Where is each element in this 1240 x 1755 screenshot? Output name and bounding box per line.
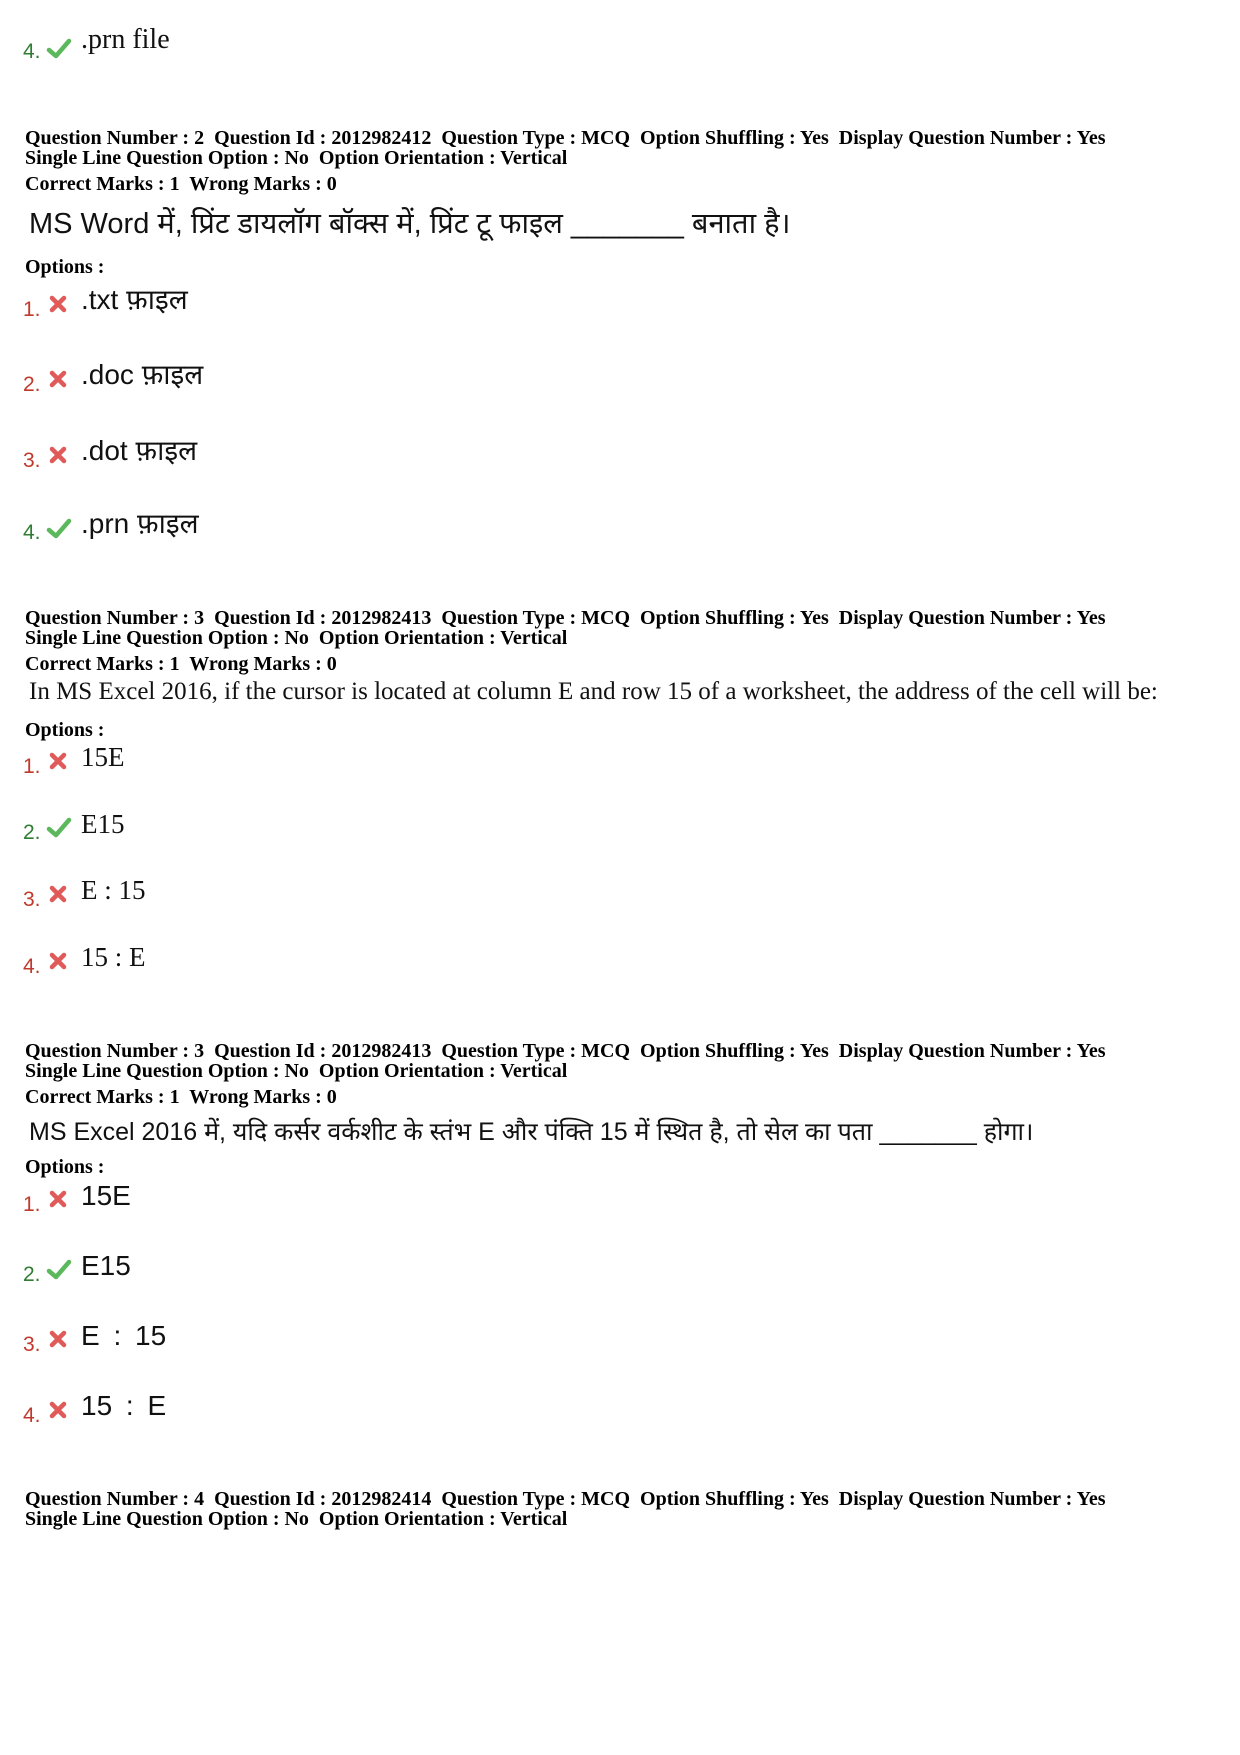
options-label: Options : — [25, 256, 105, 278]
option-number: 3. — [23, 449, 41, 472]
question-meta-line1: Question Number : 3 Question Id : 2012982413 Question Type : MCQ Option Shuffling : Yes Display Question Number : Yes — [25, 607, 1106, 629]
option-number: 2. — [23, 1263, 41, 1286]
cross-icon — [45, 442, 71, 468]
question-text: In MS Excel 2016, if the cursor is located at column E and row 15 of a worksheet, the address of the cell will be: — [29, 678, 1158, 705]
option-text: .prn फ़ाइल — [81, 508, 199, 539]
cross-icon — [45, 1186, 71, 1212]
check-icon — [46, 815, 72, 841]
cross-icon — [45, 1326, 71, 1352]
option-number: 2. — [23, 821, 41, 844]
question-marks: Correct Marks : 1 Wrong Marks : 0 — [25, 173, 337, 195]
option-number: 4. — [23, 1404, 41, 1427]
question-meta-line2: Single Line Question Option : No Option Orientation : Vertical — [25, 627, 568, 649]
question-text: MS Excel 2016 में, यदि कर्सर वर्कशीट के स्तंभ E और पंक्ति 15 में स्थित है, तो सेल का पता _______ होगा। — [29, 1118, 1034, 1146]
cross-icon — [45, 291, 71, 317]
option-number: 1. — [23, 1193, 41, 1216]
check-icon — [46, 36, 72, 62]
option-number: 4. — [23, 955, 41, 978]
option-number: 2. — [23, 373, 41, 396]
cross-icon — [45, 366, 71, 392]
option-text: .doc फ़ाइल — [81, 359, 204, 390]
cross-icon — [45, 748, 71, 774]
question-text: MS Word में, प्रिंट डायलॉग बॉक्स में, प्रिंट टू फाइल _______ बनाता है। — [29, 208, 791, 240]
option-text: .dot फ़ाइल — [81, 435, 198, 466]
option-number: 3. — [23, 888, 41, 911]
cross-icon — [45, 1397, 71, 1423]
check-icon — [46, 516, 72, 542]
option-text: 15 : E — [81, 1390, 167, 1421]
cross-icon — [45, 948, 71, 974]
option-text: .txt फ़ाइल — [81, 284, 188, 315]
question-meta-line1: Question Number : 3 Question Id : 2012982413 Question Type : MCQ Option Shuffling : Yes Display Question Number : Yes — [25, 1040, 1106, 1062]
cross-icon — [45, 881, 71, 907]
question-meta-line1: Question Number : 4 Question Id : 2012982414 Question Type : MCQ Option Shuffling : Yes Display Question Number : Yes — [25, 1488, 1106, 1510]
option-text: 15E — [81, 742, 125, 772]
option-text: 15 : E — [81, 942, 146, 972]
check-icon — [46, 1257, 72, 1283]
option-text: E : 15 — [81, 1320, 167, 1351]
option-number: 1. — [23, 298, 41, 321]
question-marks: Correct Marks : 1 Wrong Marks : 0 — [25, 653, 337, 675]
option-text: .prn file — [81, 24, 170, 55]
question-meta-line2: Single Line Question Option : No Option Orientation : Vertical — [25, 147, 568, 169]
question-marks: Correct Marks : 1 Wrong Marks : 0 — [25, 1086, 337, 1108]
option-text: E15 — [81, 1250, 131, 1281]
option-number: 4. — [23, 521, 41, 544]
question-meta-line2: Single Line Question Option : No Option Orientation : Vertical — [25, 1508, 568, 1530]
option-number: 3. — [23, 1333, 41, 1356]
options-label: Options : — [25, 1156, 105, 1178]
option-text: E15 — [81, 809, 125, 839]
option-number: 1. — [23, 755, 41, 778]
option-number: 4. — [23, 40, 41, 63]
option-text: 15E — [81, 1180, 131, 1211]
options-label: Options : — [25, 719, 105, 741]
question-meta-line1: Question Number : 2 Question Id : 2012982412 Question Type : MCQ Option Shuffling : Yes Display Question Number : Yes — [25, 127, 1106, 149]
question-meta-line2: Single Line Question Option : No Option Orientation : Vertical — [25, 1060, 568, 1082]
option-text: E : 15 — [81, 875, 146, 905]
